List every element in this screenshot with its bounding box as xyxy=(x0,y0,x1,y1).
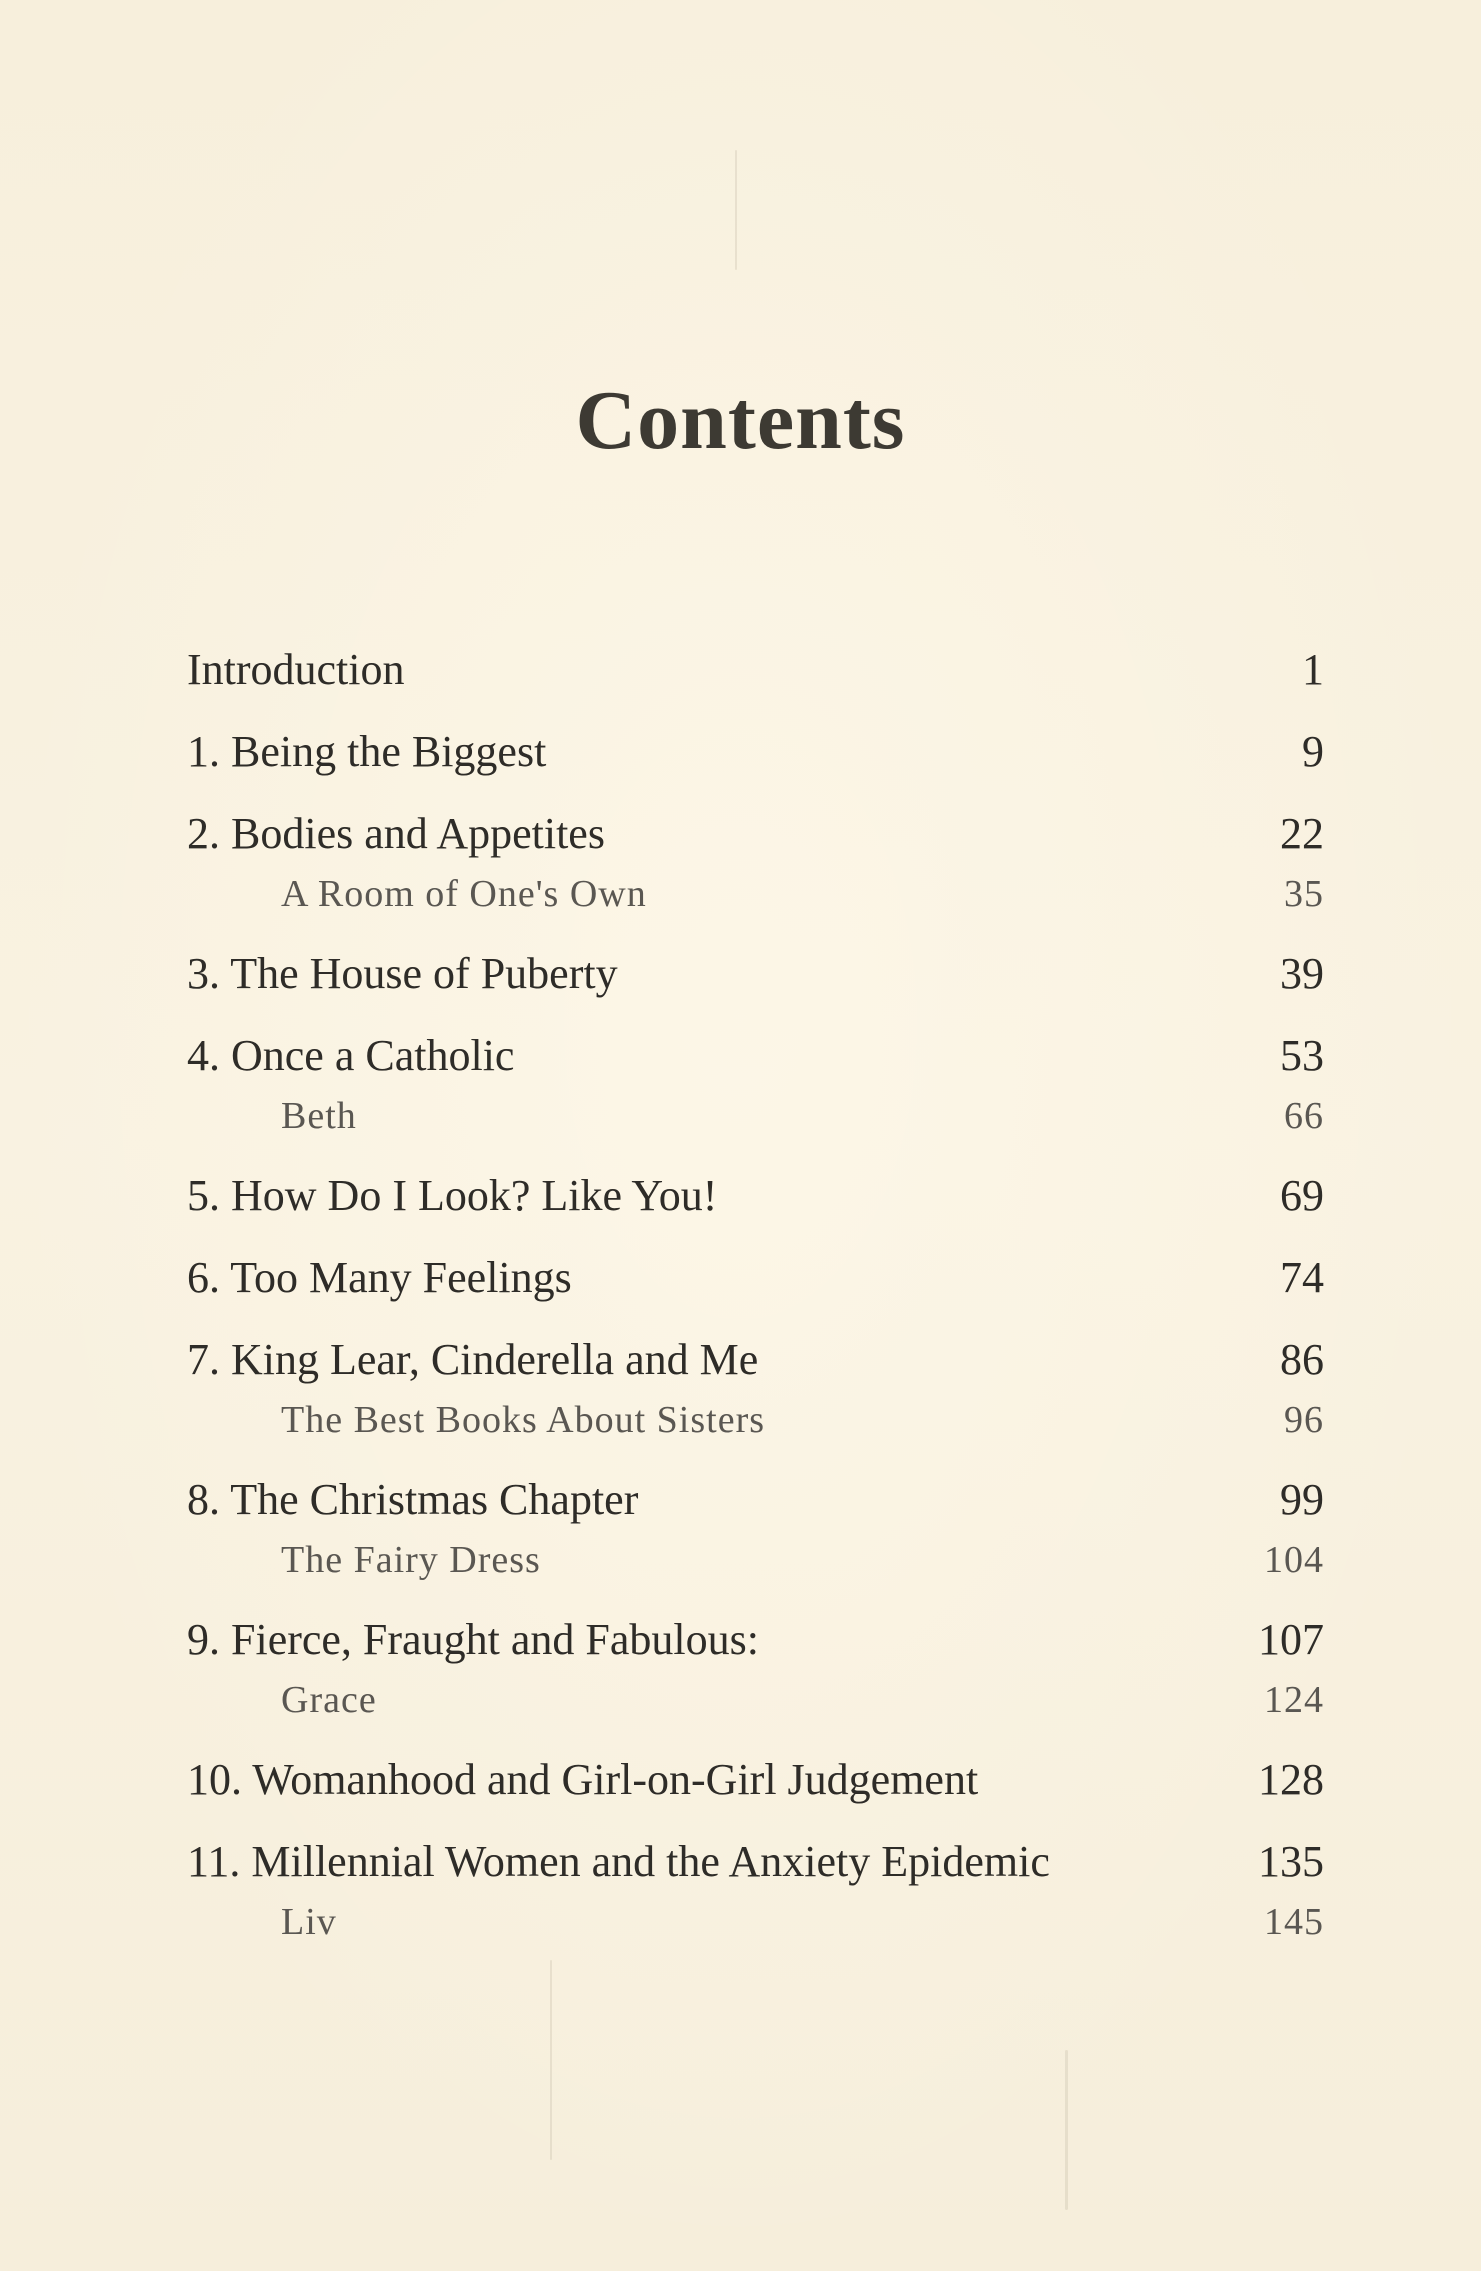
toc-chapter-entry xyxy=(187,1832,1324,1892)
toc-chapter-entry xyxy=(187,1166,1324,1226)
toc-subentry xyxy=(187,1392,1324,1448)
entry-title: 5. How Do I Look? Like You! xyxy=(187,1171,718,1220)
entry-page-number: 145 xyxy=(1264,1901,1324,1943)
entry-page-number: 99 xyxy=(1280,1475,1324,1524)
entry-page-number: 53 xyxy=(1280,1031,1324,1080)
entry-page-number: 104 xyxy=(1264,1539,1324,1581)
toc-subentry xyxy=(187,1672,1324,1728)
entry-page-number: 86 xyxy=(1280,1335,1324,1384)
paper-mark xyxy=(550,1960,552,2160)
entry-title: 4. Once a Catholic xyxy=(187,1031,515,1080)
entry-page-number: 66 xyxy=(1284,1095,1324,1137)
entry-title: Grace xyxy=(281,1679,377,1721)
entry-title: 2. Bodies and Appetites xyxy=(187,809,605,858)
toc-chapter-entry xyxy=(187,1026,1324,1086)
entry-title: Introduction xyxy=(187,645,405,694)
paper-mark xyxy=(1065,2050,1068,2210)
entry-page-number: 9 xyxy=(1302,727,1324,776)
entry-title: Beth xyxy=(281,1095,357,1137)
entry-page-number: 124 xyxy=(1264,1679,1324,1721)
toc-chapter-entry xyxy=(187,722,1324,782)
table-of-contents xyxy=(187,640,1324,1950)
entry-title: Liv xyxy=(281,1901,337,1943)
toc-chapter-entry xyxy=(187,1610,1324,1670)
toc-subentry xyxy=(187,1532,1324,1588)
entry-page-number: 96 xyxy=(1284,1399,1324,1441)
entry-page-number: 74 xyxy=(1280,1253,1324,1302)
entry-title: 10. Womanhood and Girl-on-Girl Judgement xyxy=(187,1755,979,1804)
entry-page-number: 39 xyxy=(1280,949,1324,998)
entry-page-number: 22 xyxy=(1280,809,1324,858)
entry-title: 1. Being the Biggest xyxy=(187,727,547,776)
toc-chapter-entry xyxy=(187,804,1324,864)
entry-title: The Fairy Dress xyxy=(281,1539,541,1581)
entry-page-number: 135 xyxy=(1258,1837,1324,1886)
toc-chapter-entry xyxy=(187,640,1324,700)
toc-chapter-entry xyxy=(187,944,1324,1004)
entry-title: 6. Too Many Feelings xyxy=(187,1253,572,1302)
entry-title: The Best Books About Sisters xyxy=(281,1399,766,1441)
paper-mark xyxy=(735,150,737,270)
entry-title: 11. Millennial Women and the Anxiety Epidemic xyxy=(187,1837,1050,1886)
toc-subentry xyxy=(187,866,1324,922)
toc-subentry xyxy=(187,1088,1324,1144)
entry-page-number: 69 xyxy=(1280,1171,1324,1220)
toc-chapter-entry xyxy=(187,1750,1324,1810)
entry-title: A Room of One's Own xyxy=(281,873,647,915)
entry-title: 7. King Lear, Cinderella and Me xyxy=(187,1335,759,1384)
entry-page-number: 107 xyxy=(1258,1615,1324,1664)
entry-page-number: 128 xyxy=(1258,1755,1324,1804)
toc-chapter-entry xyxy=(187,1470,1324,1530)
toc-subentry xyxy=(187,1894,1324,1950)
entry-title: 9. Fierce, Fraught and Fabulous: xyxy=(187,1615,759,1664)
entry-title: 8. The Christmas Chapter xyxy=(187,1475,639,1524)
toc-chapter-entry xyxy=(187,1248,1324,1308)
entry-page-number: 35 xyxy=(1284,873,1324,915)
toc-chapter-entry xyxy=(187,1330,1324,1390)
entry-title: 3. The House of Puberty xyxy=(187,949,618,998)
entry-page-number: 1 xyxy=(1302,645,1324,694)
page-title: Contents xyxy=(575,374,906,468)
